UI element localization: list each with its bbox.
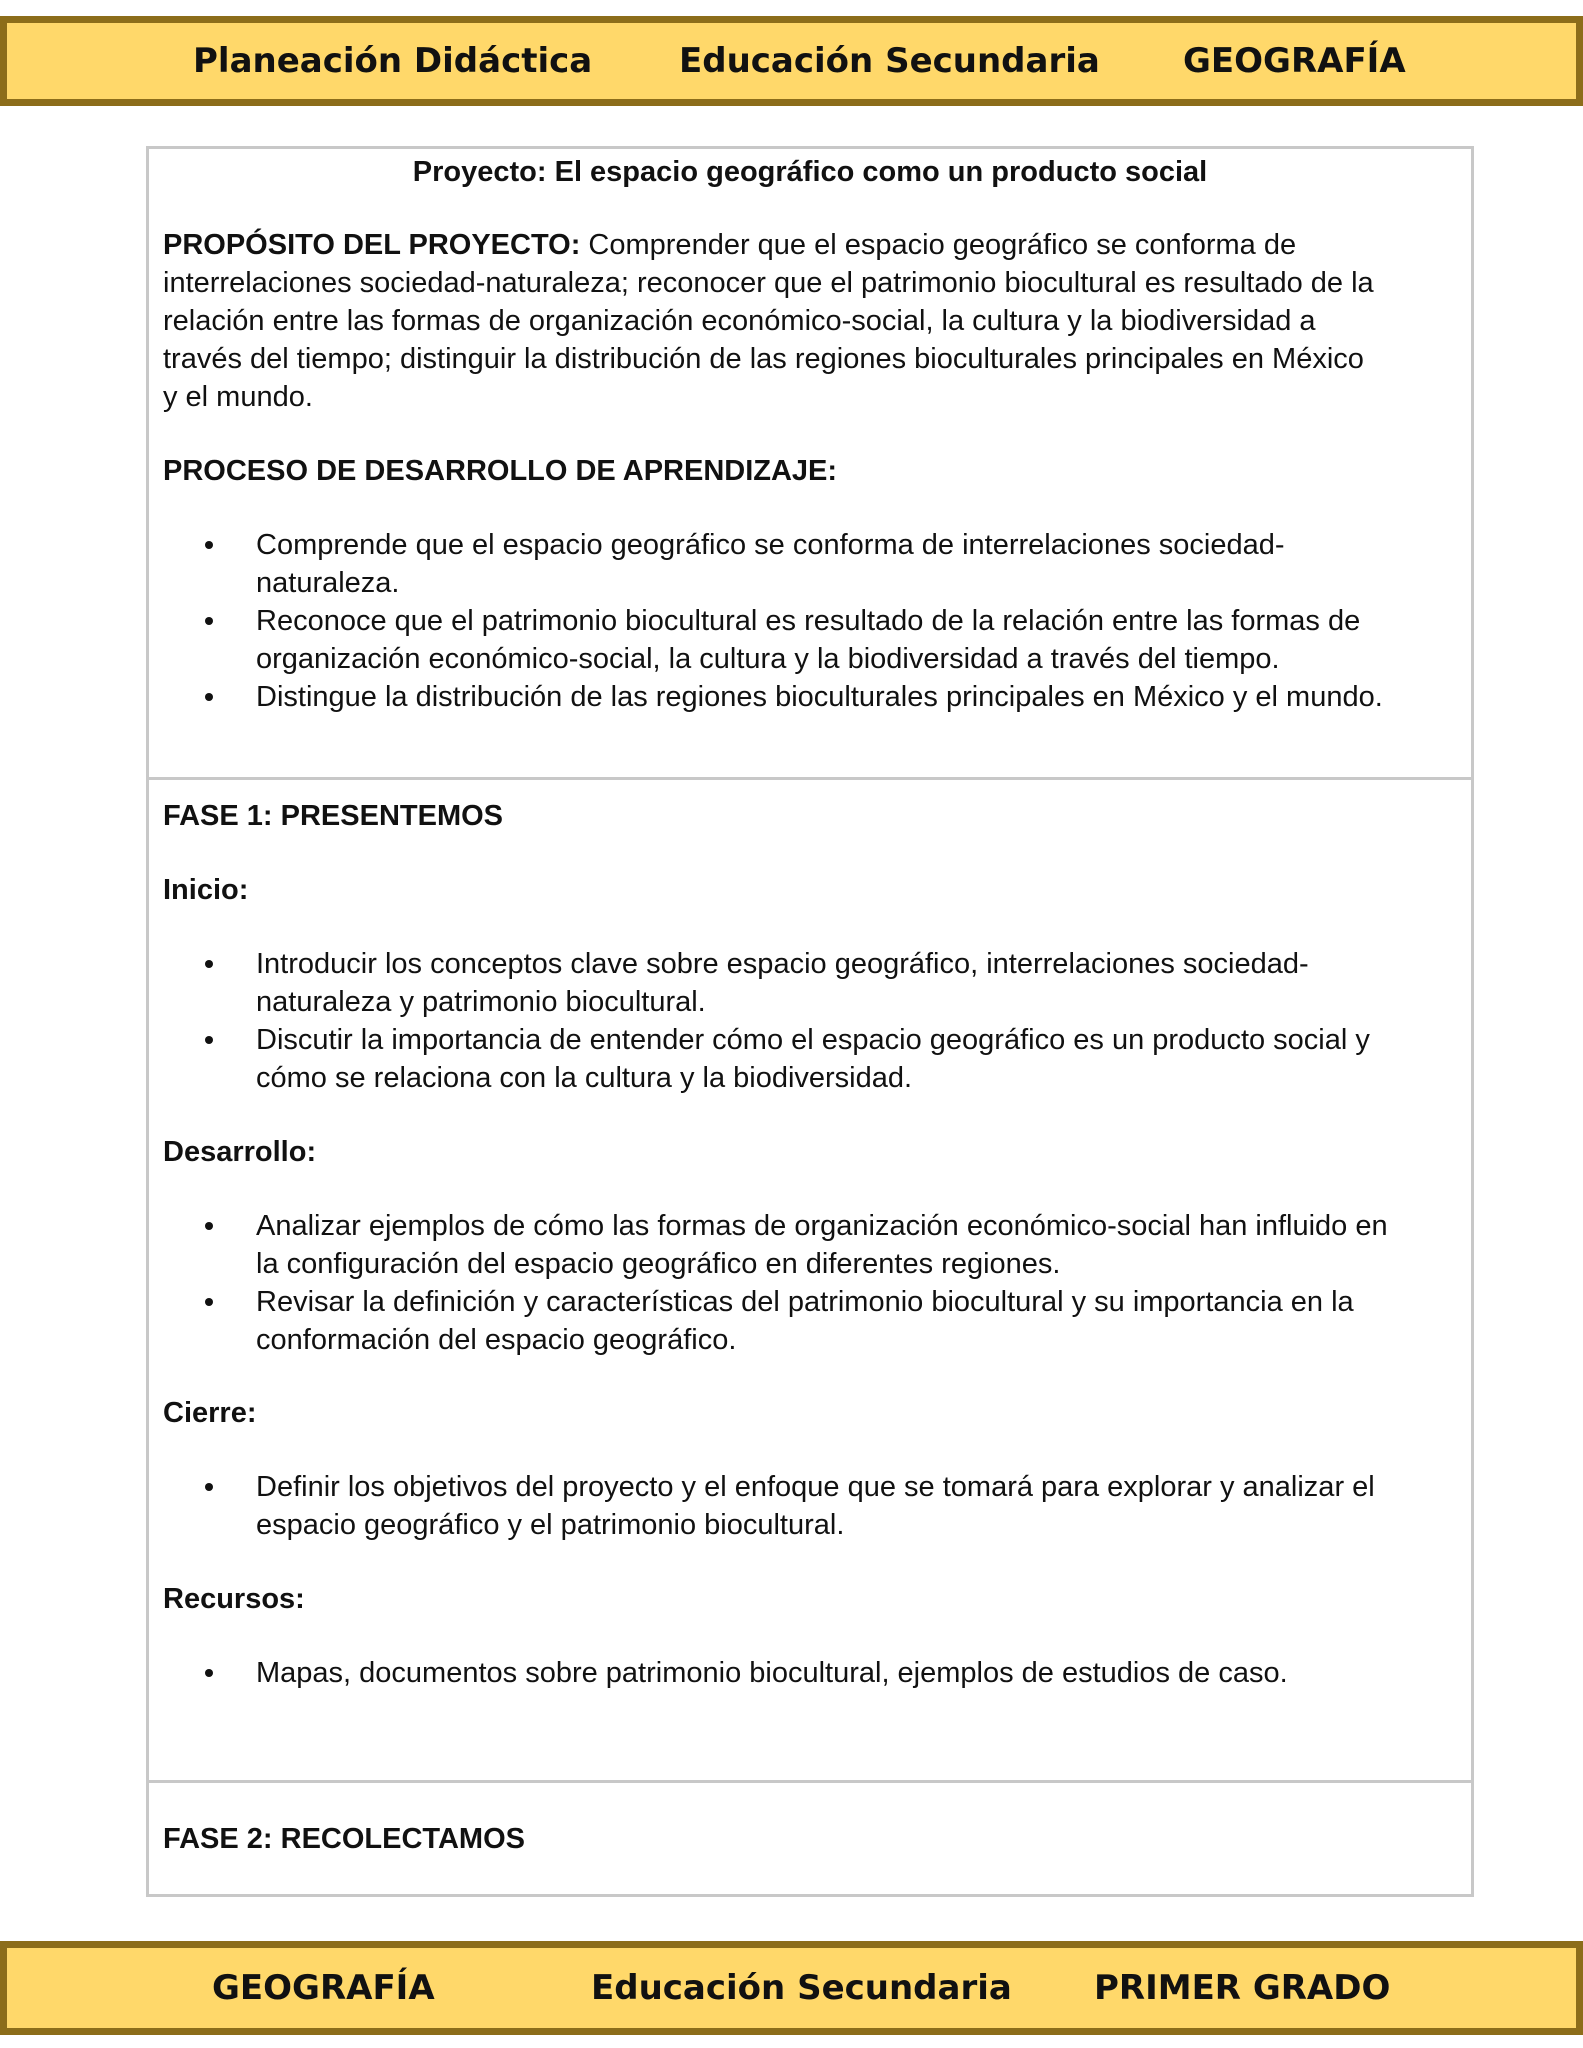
list-item-continuation: espacio geográfico y el patrimonio biocultural. — [256, 1509, 845, 1541]
inicio-list — [149, 945, 1457, 1097]
bullet-icon — [205, 693, 213, 701]
list-item: Introducir los conceptos clave sobre espacio geográfico, interrelaciones sociedad- — [256, 945, 1457, 983]
project-title: Proyecto: El espacio geográfico como un producto social — [412, 156, 1208, 188]
list-item: Comprende que el espacio geográfico se conforma de interrelaciones sociedad- — [256, 526, 1457, 564]
process-label: PROCESO DE DESARROLLO DE APRENDIZAJE: — [163, 455, 838, 487]
list-item-continuation: conformación del espacio geográfico. — [256, 1324, 737, 1356]
phase2-title: FASE 2: RECOLECTAMOS — [163, 1823, 525, 1855]
bullet-icon — [205, 617, 213, 625]
phase2-section — [149, 1780, 1471, 1897]
purpose-line-1 — [163, 226, 1457, 264]
list-item-continuation: naturaleza y patrimonio biocultural. — [256, 986, 706, 1018]
project-section — [149, 149, 1471, 777]
list-item: Discutir la importancia de entender cómo el espacio geográfico es un producto social y — [256, 1021, 1457, 1059]
list-item: Reconoce que el patrimonio biocultural es resultado de la relación entre las formas de — [256, 602, 1457, 640]
list-item-continuation: organización económico-social, la cultura y la biodiversidad a través del tiempo. — [256, 643, 1280, 675]
desarrollo-label: Desarrollo: — [163, 1136, 317, 1168]
bullet-icon — [205, 1298, 213, 1306]
footer-right-label: PRIMER GRADO — [1094, 1968, 1391, 2008]
list-item: Mapas, documentos sobre patrimonio biocultural, ejemplos de estudios de caso. — [256, 1654, 1457, 1692]
list-item: Distingue la distribución de las regiones bioculturales principales en México y el mundo. — [256, 678, 1457, 716]
list-item: Definir los objetivos del proyecto y el enfoque que se tomará para explorar y analizar el — [256, 1468, 1457, 1506]
purpose-line: relación entre las formas de organización económico-social, la cultura y la biodiversidad a — [163, 305, 1316, 337]
purpose-label: PROPÓSITO DEL PROYECTO: — [163, 229, 581, 261]
footer-banner — [0, 1941, 1583, 2035]
purpose-line: y el mundo. — [163, 381, 313, 413]
process-list — [149, 526, 1457, 716]
header-center-label: Educación Secundaria — [679, 41, 1100, 81]
bullet-icon — [205, 1483, 213, 1491]
phase1-section — [149, 777, 1471, 1780]
phase1-title: FASE 1: PRESENTEMOS — [163, 800, 504, 832]
planning-table — [146, 146, 1474, 1897]
purpose-line: interrelaciones sociedad-naturaleza; reconocer que el patrimonio biocultural es resultado de la — [163, 267, 1374, 299]
bullet-icon — [205, 541, 213, 549]
list-item-continuation: la configuración del espacio geográfico en diferentes regiones. — [256, 1248, 1061, 1280]
cierre-list — [149, 1468, 1457, 1544]
list-item: Revisar la definición y características del patrimonio biocultural y su importancia en la — [256, 1283, 1457, 1321]
footer-center-label: Educación Secundaria — [591, 1968, 1012, 2008]
header-right-label: GEOGRAFÍA — [1183, 41, 1406, 81]
footer-left-label: GEOGRAFÍA — [212, 1968, 435, 2008]
recursos-list — [149, 1654, 1457, 1692]
purpose-line: través del tiempo; distinguir la distribución de las regiones bioculturales principales en México — [163, 343, 1364, 375]
header-left-label: Planeación Didáctica — [193, 41, 593, 81]
inicio-label: Inicio: — [163, 874, 249, 906]
bullet-icon — [205, 1669, 213, 1677]
desarrollo-list — [149, 1207, 1457, 1359]
bullet-icon — [205, 1036, 213, 1044]
purpose-text: Comprender que el espacio geográfico se conforma de — [588, 229, 1297, 261]
list-item-continuation: naturaleza. — [256, 567, 400, 599]
header-banner — [0, 16, 1583, 106]
cierre-label: Cierre: — [163, 1397, 257, 1429]
bullet-icon — [205, 960, 213, 968]
recursos-label: Recursos: — [163, 1583, 305, 1615]
list-item-continuation: cómo se relaciona con la cultura y la biodiversidad. — [256, 1062, 913, 1094]
bullet-icon — [205, 1222, 213, 1230]
list-item: Analizar ejemplos de cómo las formas de organización económico-social han influido en — [256, 1207, 1457, 1245]
